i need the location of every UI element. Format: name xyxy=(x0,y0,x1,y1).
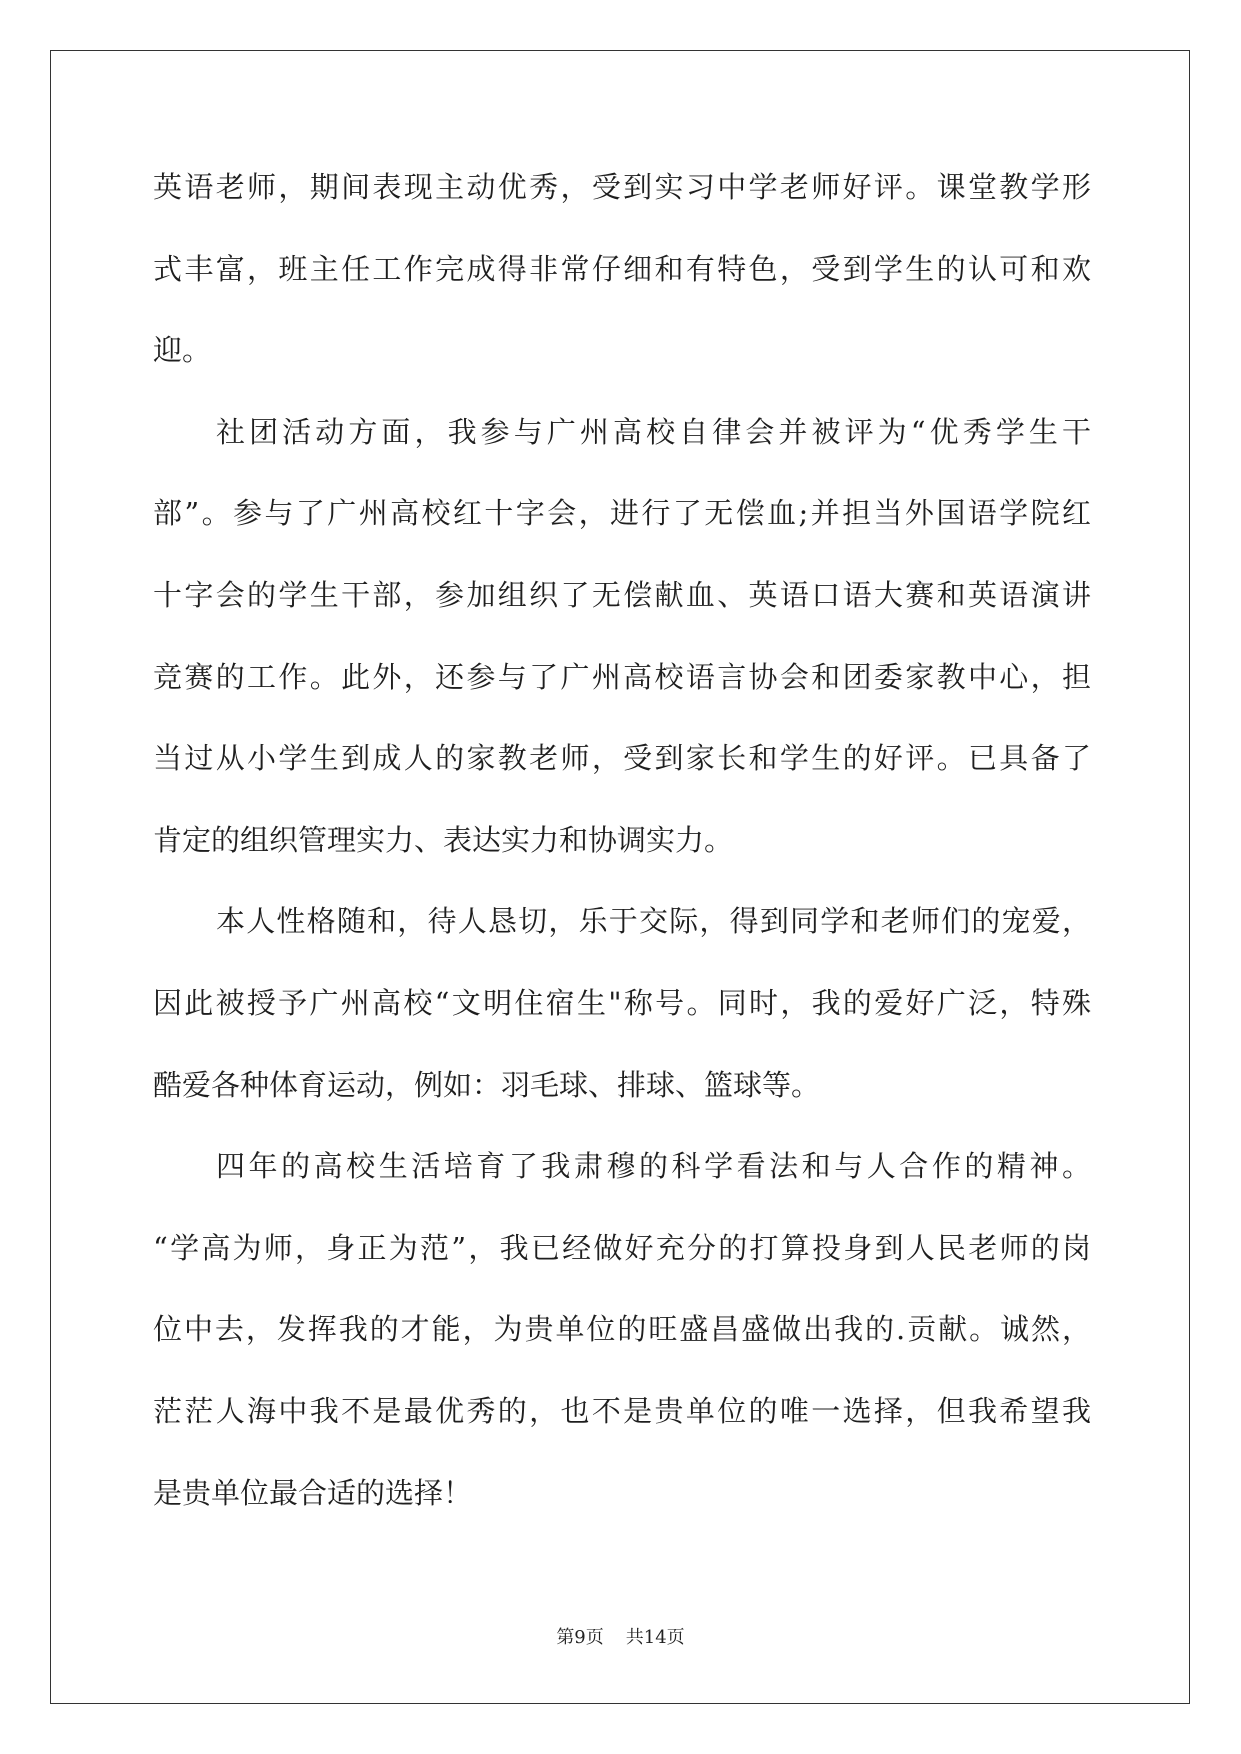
text-line: 部”。参与了广州高校红十字会，进行了无偿血;并担当外国语学院红 xyxy=(153,496,1091,531)
paragraph xyxy=(153,392,1091,882)
paragraph xyxy=(153,1126,1091,1534)
text-line: 位中去，发挥我的才能，为贵单位的旺盛昌盛做出我的.贡献。诚然， xyxy=(153,1312,1091,1347)
text-line: 社团活动方面，我参与广州高校自律会并被评为“优秀学生干 xyxy=(216,414,1091,449)
paragraph xyxy=(153,881,1091,1126)
text-line: 式丰富，班主任工作完成得非常仔细和有特色，受到学生的认可和欢 xyxy=(153,251,1091,286)
page-total: 共14页 xyxy=(625,1627,685,1648)
text-line: “学高为师，身正为范”，我已经做好充分的打算投身到人民老师的岗 xyxy=(153,1230,1091,1265)
text-line: 当过从小学生到成人的家教老师，受到家长和学生的好评。已具备了 xyxy=(153,741,1091,776)
text-line: 英语老师，期间表现主动优秀，受到实习中学老师好评。课堂教学形 xyxy=(153,170,1091,204)
text-line: 是贵单位最合适的选择！ xyxy=(153,1475,473,1510)
text-line: 肯定的组织管理实力、表达实力和协调实力。 xyxy=(153,822,734,857)
paragraph xyxy=(153,147,1091,392)
document-body xyxy=(153,147,1091,1534)
text-line: 本人性格随和，待人恳切，乐于交际，得到同学和老师们的宠爱， xyxy=(216,904,1091,939)
text-line: 因此被授予广州高校“文明住宿生"称号。同时，我的爱好广泛，特殊 xyxy=(153,985,1091,1020)
text-line: 竞赛的工作。此外，还参与了广州高校语言协会和团委家教中心，担 xyxy=(153,659,1091,694)
text-line: 四年的高校生活培育了我肃穆的科学看法和与人合作的精神。 xyxy=(216,1149,1091,1184)
text-line: 酷爱各种体育运动，例如：羽毛球、排球、篮球等。 xyxy=(153,1067,821,1102)
text-line: 十字会的学生干部，参加组织了无偿献血、英语口语大赛和英语演讲 xyxy=(153,577,1091,612)
text-line: 迎。 xyxy=(153,333,212,368)
page-number: 第9页 xyxy=(556,1627,604,1648)
page-footer xyxy=(0,1626,1241,1650)
text-line: 茫茫人海中我不是最优秀的，也不是贵单位的唯一选择，但我希望我 xyxy=(153,1393,1091,1428)
